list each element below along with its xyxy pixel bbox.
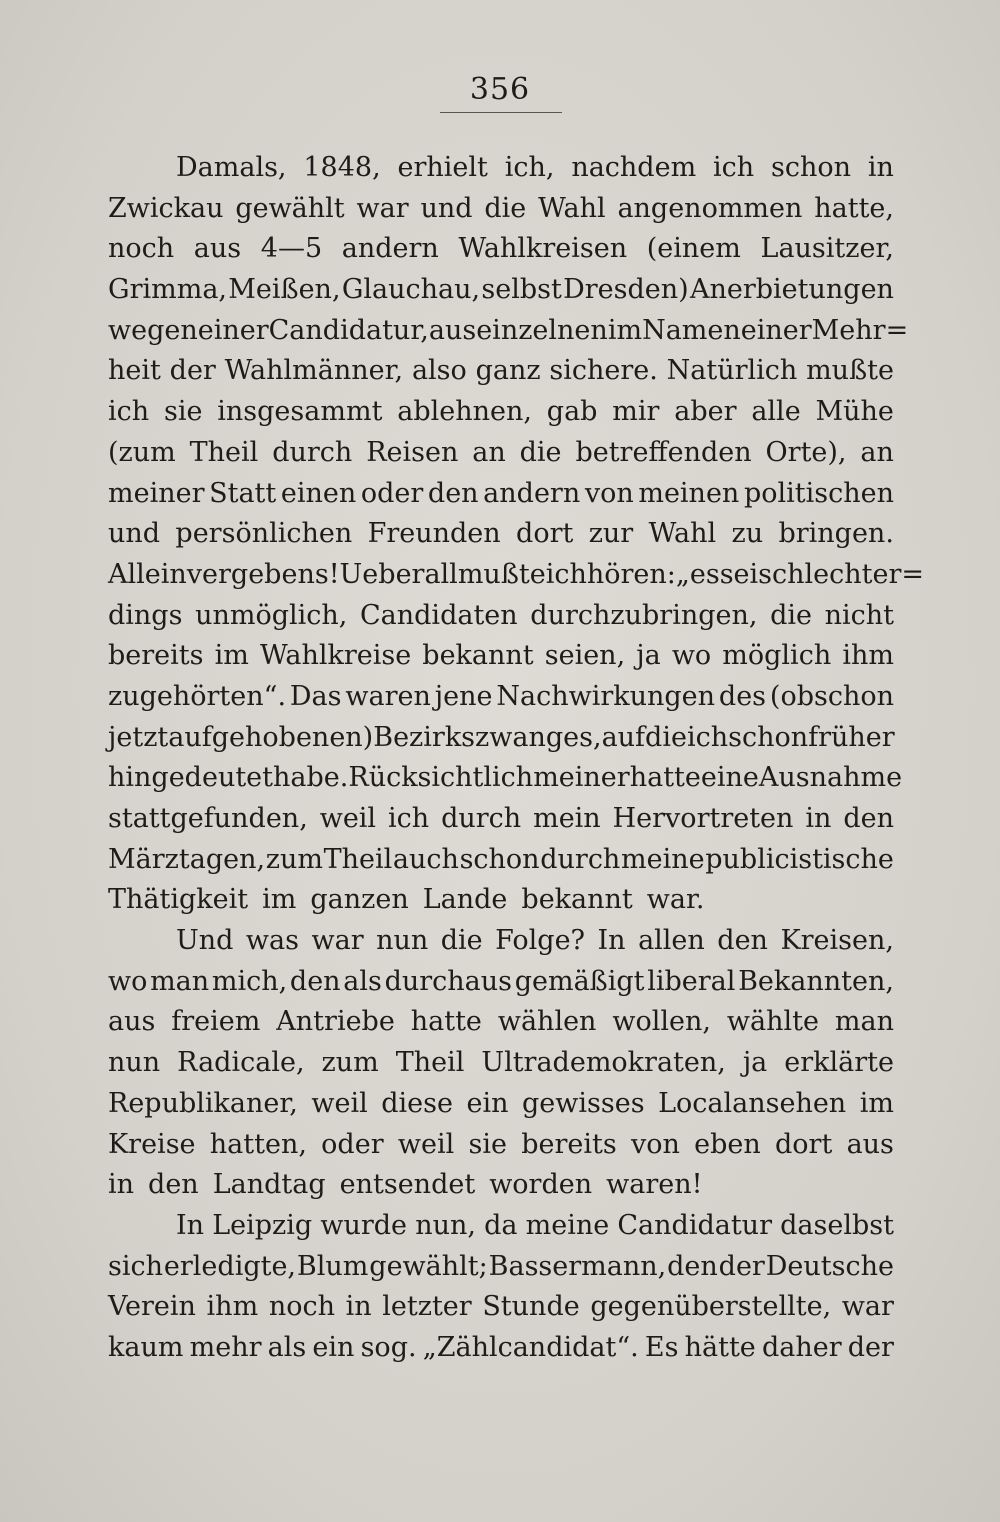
word: weil <box>397 1128 455 1160</box>
word: „es <box>675 558 720 590</box>
word: Glauchau, <box>341 274 481 306</box>
word: an <box>860 436 894 468</box>
page-number: 356 <box>469 72 531 107</box>
word: durch <box>272 436 353 468</box>
text-line <box>108 758 903 799</box>
word: in <box>345 1291 372 1323</box>
text-line <box>108 189 894 230</box>
text-line <box>108 229 894 270</box>
word: selbst <box>481 274 562 306</box>
word: Ueberall <box>339 558 458 590</box>
word: durchaus <box>384 965 513 997</box>
word: mehr <box>189 1331 262 1363</box>
word: erhielt <box>397 152 488 183</box>
word: die <box>645 721 687 753</box>
text-line <box>108 555 925 596</box>
word: heit <box>108 355 161 387</box>
word: war. <box>646 884 705 916</box>
word: als <box>343 965 382 997</box>
word: Hervortreten <box>612 803 794 834</box>
word: ich <box>545 558 587 590</box>
word: den <box>843 803 894 834</box>
word: Candidaten <box>360 599 518 631</box>
word: Wahlkreisen <box>458 233 628 265</box>
word: oder <box>360 477 424 509</box>
word: meinen <box>638 477 740 509</box>
word: gewisses <box>522 1087 645 1119</box>
word: Damals, <box>176 152 287 183</box>
word: Lausitzer, <box>760 233 894 265</box>
word: andern <box>483 477 581 509</box>
word: die <box>440 925 483 957</box>
text-line <box>108 514 894 555</box>
word: nicht <box>824 599 894 631</box>
word: hatten, <box>209 1128 307 1160</box>
word: den <box>717 925 768 957</box>
word: Das <box>289 680 342 712</box>
word: schlechter= <box>758 558 925 590</box>
word: entsendet <box>339 1169 476 1201</box>
word: insgesammt <box>217 396 383 428</box>
word: politischen <box>743 477 894 509</box>
word: der <box>847 1331 894 1363</box>
word: worden <box>489 1169 593 1201</box>
word: ich <box>388 803 430 834</box>
word: Zwickau <box>108 192 224 224</box>
text-line <box>108 1165 894 1206</box>
word: den <box>289 965 341 997</box>
word: und <box>420 192 473 224</box>
header-rule <box>440 112 562 113</box>
word: Verein <box>108 1291 196 1323</box>
word: andern <box>341 233 439 265</box>
word: und <box>108 518 161 550</box>
word: Theil <box>395 1047 465 1079</box>
word: die <box>484 192 527 224</box>
word: ganzen <box>310 884 409 916</box>
text-line <box>108 1084 894 1125</box>
word: zur <box>588 518 634 550</box>
word: daher <box>761 1331 842 1363</box>
word: einer <box>197 314 269 346</box>
word: Ultrademokraten, <box>481 1047 726 1079</box>
word: den <box>427 477 479 509</box>
word: Kreisen, <box>780 925 894 957</box>
text-line <box>108 1328 894 1369</box>
text-line <box>108 148 894 189</box>
word: Orte), <box>765 436 847 468</box>
word: Deutsche <box>765 1250 894 1282</box>
word: Antriebe <box>276 1006 395 1038</box>
text-line <box>108 392 894 433</box>
word: aus <box>428 314 477 346</box>
word: meiner <box>108 477 205 509</box>
word: aufgehobenen) <box>168 721 374 753</box>
word: Localansehen <box>658 1087 847 1119</box>
word: Grimma, <box>108 274 227 306</box>
word: im <box>262 884 297 916</box>
word: alle <box>751 396 801 428</box>
word: Bezirkszwanges, <box>373 721 602 753</box>
text-line <box>108 311 909 352</box>
word: nun <box>376 925 429 957</box>
text-line <box>108 718 894 759</box>
word: Namen <box>642 314 741 346</box>
word: eine <box>700 762 759 794</box>
word: Kreise <box>108 1128 196 1160</box>
word: kaum <box>108 1331 184 1363</box>
word: an <box>472 436 506 468</box>
word: den <box>667 1250 718 1282</box>
word: hätte <box>684 1331 756 1363</box>
word: waren! <box>606 1169 703 1201</box>
text-line <box>108 1206 894 1247</box>
word: nachdem <box>571 152 697 183</box>
word: noch <box>268 1291 335 1323</box>
word: in <box>108 1169 135 1201</box>
word: also <box>411 355 467 387</box>
word: Ausnahme <box>758 762 903 794</box>
word: den <box>148 1169 199 1201</box>
word: eben <box>694 1128 761 1160</box>
text-line <box>108 1247 894 1288</box>
word: meiner <box>533 762 630 794</box>
word: (einem <box>646 233 741 265</box>
word: unmöglich, <box>195 599 348 631</box>
word: ich <box>108 396 150 428</box>
word: wegen <box>108 314 198 346</box>
word: Anerbietungen <box>689 274 894 306</box>
word: ich, <box>504 152 555 183</box>
word: (zum <box>108 436 176 468</box>
word: vergebens! <box>186 558 340 590</box>
word: sich <box>108 1250 164 1282</box>
word: aus <box>108 1006 156 1038</box>
word: sichere. <box>549 355 658 387</box>
word: daselbst <box>780 1209 894 1241</box>
word: persönlichen <box>175 518 353 550</box>
word: ja <box>742 1047 768 1079</box>
word: schon <box>771 152 852 183</box>
word: Natürlich <box>666 355 798 387</box>
word: sei <box>719 558 759 590</box>
word: einen <box>280 477 357 509</box>
word: möglich <box>722 640 832 672</box>
word: jetzt <box>108 721 169 753</box>
word: Bekannten, <box>738 965 894 997</box>
word: mußte <box>806 355 894 387</box>
word: die <box>770 599 812 631</box>
word: Blum <box>296 1250 369 1282</box>
word: bekannt <box>422 640 534 672</box>
text-line <box>108 880 894 921</box>
word: gab <box>546 396 598 428</box>
word: durch <box>540 843 621 875</box>
word: zugehörten“. <box>108 680 287 712</box>
text-line <box>108 677 894 718</box>
word: hören: <box>586 558 676 590</box>
word: Wahlmänner, <box>224 355 404 387</box>
text-line <box>108 596 894 637</box>
word: betreffenden <box>575 436 752 468</box>
word: jene <box>434 680 493 712</box>
word: da <box>484 1209 518 1241</box>
word: des <box>718 680 767 712</box>
word: die <box>519 436 562 468</box>
word: im <box>214 640 249 672</box>
word: Folge? <box>495 925 586 957</box>
text-line <box>108 921 894 962</box>
word: meine <box>620 843 705 875</box>
word: ein <box>312 1331 355 1363</box>
word: im <box>607 314 643 346</box>
text-line <box>108 474 894 515</box>
word: ganz <box>475 355 541 387</box>
word: Allein <box>108 558 187 590</box>
word: durchzubringen, <box>530 599 758 631</box>
word: sie <box>163 396 203 428</box>
word: wählen <box>497 1006 597 1038</box>
word: ablehnen, <box>397 396 532 428</box>
word: Lande <box>422 884 508 916</box>
word: ihm <box>206 1291 259 1323</box>
word: bekannt <box>521 884 633 916</box>
word: man <box>834 1006 894 1038</box>
word: oder <box>321 1128 384 1160</box>
word: In <box>176 1209 205 1241</box>
word: hatte, <box>814 192 894 224</box>
text-line <box>108 1287 894 1328</box>
word: noch <box>108 233 175 265</box>
word: Wahl <box>538 192 606 224</box>
word: Theil <box>189 436 259 468</box>
word: was <box>245 925 299 957</box>
word: wo <box>108 965 148 997</box>
word: stattgefunden, <box>108 803 308 834</box>
body-text <box>108 148 925 1369</box>
word: bereits <box>521 1128 617 1160</box>
word: auch <box>392 843 459 875</box>
word: der <box>718 1250 765 1282</box>
word: diese <box>381 1087 453 1119</box>
word: gemäßigt <box>514 965 645 997</box>
word: Leipzig <box>212 1209 313 1241</box>
word: dort <box>516 518 574 550</box>
word: einzelnen <box>476 314 608 346</box>
word: allen <box>638 925 705 957</box>
word: Republikaner, <box>108 1087 298 1119</box>
word: schon <box>728 721 809 753</box>
word: zum <box>321 1047 379 1079</box>
word: sog. <box>360 1331 417 1363</box>
text-line <box>108 799 894 840</box>
word: waren <box>345 680 431 712</box>
word: ich <box>686 721 729 753</box>
word: weil <box>311 1087 368 1119</box>
word: Dresden) <box>563 274 689 306</box>
word: mir <box>612 396 660 428</box>
text-line <box>108 270 894 311</box>
word: ihm <box>842 640 894 672</box>
word: bringen. <box>778 518 894 550</box>
word: auf <box>601 721 646 753</box>
word: aus <box>846 1128 894 1160</box>
word: Wahl <box>648 518 717 550</box>
word: im <box>859 1087 894 1119</box>
word: früher <box>808 721 895 753</box>
text-line <box>108 840 894 881</box>
word: Reisen <box>366 436 459 468</box>
word: publicistische <box>705 843 894 875</box>
word: Candidatur, <box>268 314 429 346</box>
word: Rücksichtlich <box>348 762 534 794</box>
word: war <box>841 1291 894 1323</box>
word: hingedeutet <box>108 762 274 794</box>
word: hatte <box>410 1006 482 1038</box>
text-line <box>108 1043 894 1084</box>
word: In <box>597 925 626 957</box>
word: mußte <box>457 558 546 590</box>
word: „Zählcandidat“. <box>422 1331 639 1363</box>
word: Thätigkeit <box>108 884 249 916</box>
word: der <box>169 355 216 387</box>
word: Statt <box>209 477 277 509</box>
word: zu <box>731 518 764 550</box>
text-line <box>108 433 894 474</box>
word: schon <box>459 843 540 875</box>
word: Landtag <box>212 1169 326 1201</box>
word: gewählt; <box>369 1250 488 1282</box>
word: wurde <box>320 1209 408 1241</box>
word: Es <box>644 1331 679 1363</box>
text-line <box>108 1002 894 1043</box>
word: meine <box>525 1209 610 1241</box>
word: zum <box>265 843 323 875</box>
word: aber <box>674 396 737 428</box>
word: war <box>356 192 409 224</box>
word: Freunden <box>367 518 501 550</box>
word: gegenüberstellte, <box>590 1291 832 1323</box>
word: erklärte <box>784 1047 894 1079</box>
word: dort <box>775 1128 833 1160</box>
word: dings <box>108 599 183 631</box>
word: sie <box>468 1128 507 1160</box>
word: letzter <box>382 1291 472 1323</box>
word: gewählt <box>235 192 345 224</box>
word: ich <box>713 152 755 183</box>
word: ein <box>466 1087 509 1119</box>
word: habe. <box>273 762 349 794</box>
word: in <box>867 152 894 183</box>
text-line <box>108 636 894 677</box>
word: Radicale, <box>177 1047 305 1079</box>
word: erledigte, <box>163 1250 297 1282</box>
word: wollen, <box>612 1006 711 1038</box>
word: mein <box>533 803 601 834</box>
word: war <box>311 925 364 957</box>
word: von <box>630 1128 680 1160</box>
word: Candidatur <box>617 1209 772 1241</box>
word: mich, <box>211 965 288 997</box>
word: durch <box>441 803 522 834</box>
word: man <box>150 965 210 997</box>
word: in <box>805 803 832 834</box>
word: Mehr= <box>811 314 909 346</box>
word: liberal <box>647 965 736 997</box>
word: wählte <box>726 1006 819 1038</box>
word: nun <box>108 1047 161 1079</box>
word: Und <box>176 925 234 957</box>
word: ja <box>636 640 661 672</box>
word: Theil <box>323 843 393 875</box>
word: Wahlkreise <box>259 640 412 672</box>
word: Bassermann, <box>488 1250 667 1282</box>
word: Nachwirkungen <box>496 680 716 712</box>
text-line <box>108 1125 894 1166</box>
word: Meißen, <box>228 274 341 306</box>
text-line <box>108 351 894 392</box>
word: seien, <box>544 640 626 672</box>
word: Stunde <box>482 1291 580 1323</box>
word: wo <box>671 640 712 672</box>
word: bereits <box>108 640 204 672</box>
word: 4—5 <box>260 233 323 265</box>
word: angenommen <box>617 192 803 224</box>
word: nun, <box>415 1209 476 1241</box>
word: 1848, <box>303 152 381 183</box>
word: von <box>584 477 634 509</box>
word: (obschon <box>769 680 894 712</box>
word: als <box>267 1331 307 1363</box>
word: hatte <box>629 762 701 794</box>
word: freiem <box>171 1006 261 1038</box>
word: Märztagen, <box>108 843 266 875</box>
word: weil <box>319 803 377 834</box>
text-line <box>108 962 894 1003</box>
word: aus <box>193 233 242 265</box>
word: einer <box>740 314 812 346</box>
word: Mühe <box>815 396 894 428</box>
